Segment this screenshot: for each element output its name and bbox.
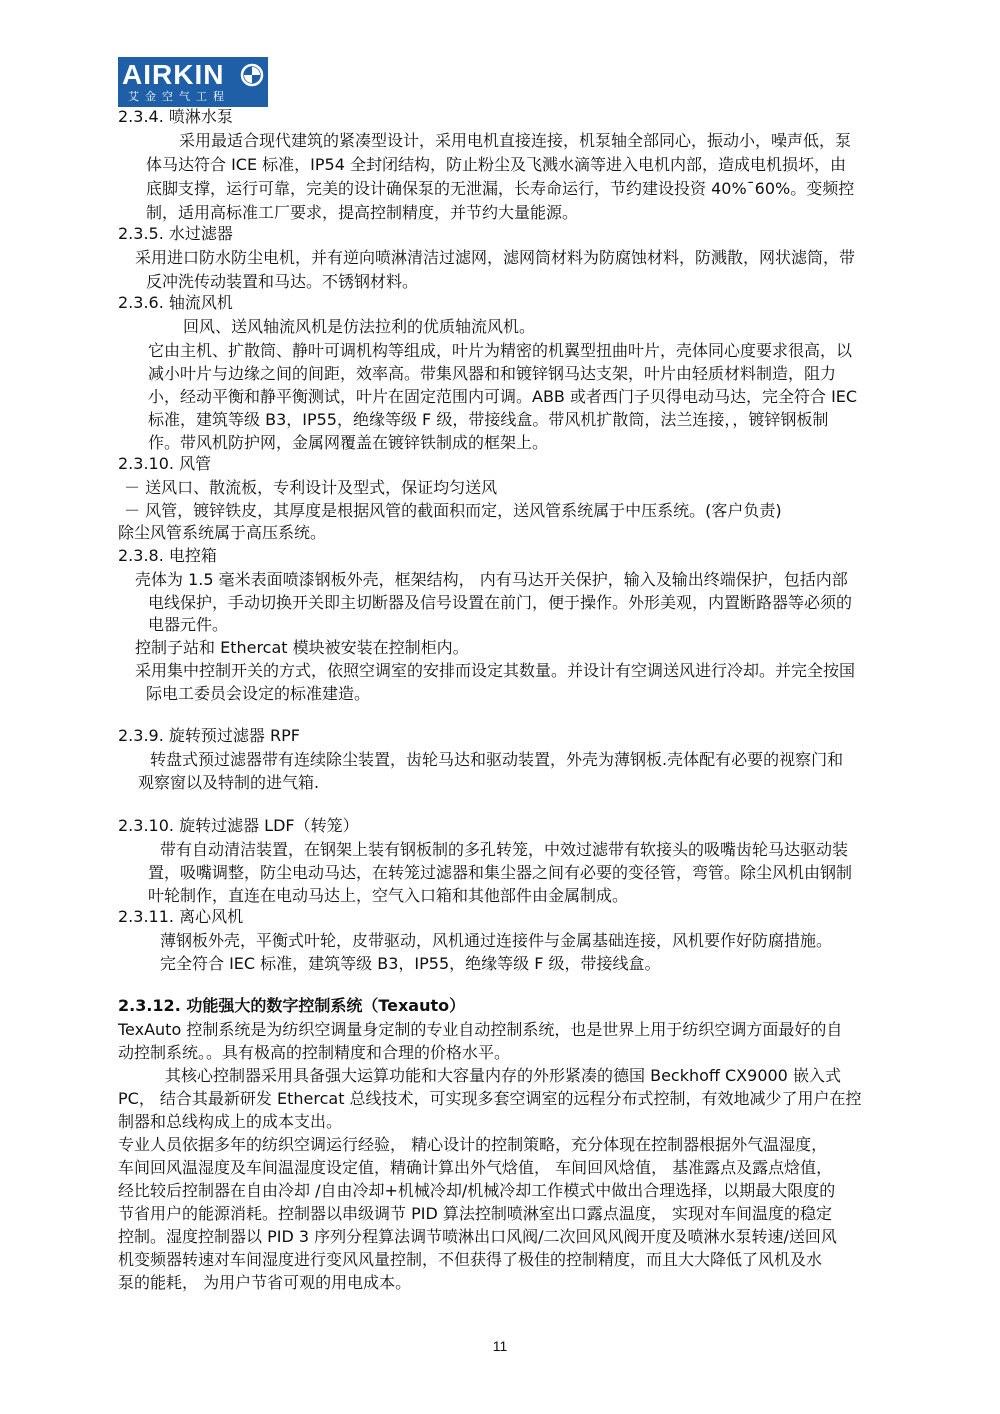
text-line: 标准，建筑等级 B3，IP55，绝缘等级 F 级，带接线盒。带风机扩散筒，法兰连接，，镀锌钢板制 <box>148 410 829 429</box>
text-line: 车间回风温湿度及车间温湿度设定值，精确计算出外气焓值， 车间回风焓值， 基准露点及露点焓值， <box>118 1158 833 1177</box>
text-line: 带有自动清洁装置，在钢架上装有钢板制的多孔转笼，中效过滤带有软接头的吸嘴齿轮马达驱动装 <box>160 840 849 859</box>
text-line: － 送风口、散流板，专利设计及型式，保证均匀送风 <box>124 478 498 497</box>
text-line: 电器元件。 <box>148 615 229 634</box>
text-line: 除尘风管系统属于高压系统。 <box>118 523 327 542</box>
company-logo <box>118 57 268 107</box>
section-heading: 2.3.8. 电控箱 <box>118 546 217 565</box>
text-line: 转盘式预过滤器带有连续除尘装置，齿轮马达和驱动装置，外壳为薄钢板.壳体配有必要的视察门和 <box>150 750 844 769</box>
text-line: 制器和总线构成上的成本支出。 <box>118 1112 343 1131</box>
text-line: 反冲洗传动装置和马达。不锈钢材料。 <box>146 272 419 291</box>
text-line: 采用最适合现代建筑的紧凑型设计，采用电机直接连接，机泵轴全部同心，振动小，噪声低，泵 <box>179 131 852 150</box>
text-line: 完全符合 IEC 标准，建筑等级 B3，IP55，绝缘等级 F 级，带接线盒。 <box>160 954 661 973</box>
text-line: 叶轮制作，直连在电动马达上，空气入口箱和其他部件由金属制成。 <box>148 886 629 905</box>
text-line: 壳体为 1.5 毫米表面喷漆钢板外壳，框架结构， 内有马达开关保护，输入及输出终端保护，包括内部 <box>135 570 848 589</box>
text-line: 采用集中控制开关的方式，依照空调室的安排而设定其数量。并设计有空调送风进行冷却。并完全按国 <box>135 661 856 680</box>
text-line: 电线保护，手动切换开关即主切断器及信号设置在前门，便于操作。外形美观，内置断路器等必须的 <box>148 593 853 612</box>
text-line: 观察窗以及特制的进气箱. <box>138 773 320 792</box>
section-heading: 2.3.10. 风管 <box>118 454 212 473</box>
section-heading: 2.3.11. 离心风机 <box>118 907 244 926</box>
page-number: 11 <box>492 1338 508 1354</box>
text-line: 经比较后控制器在自由冷却 /自由冷却+机械冷却/机械冷却工作模式中做出合理选择，以期最大限度的 <box>118 1181 836 1200</box>
text-line: 节省用户的能源消耗。控制器以串级调节 PID 算法控制喷淋室出口露点温度， 实现对车间温度的稳定 <box>118 1204 832 1223</box>
logo-subtitle: 艾金空气工程 <box>128 90 230 103</box>
text-line: 置，吸嘴调整，防尘电动马达，在转笼过滤器和集尘器之间有必要的变径管，弯管。除尘风机由钢制 <box>148 863 853 882</box>
text-line: 其核心控制器采用具备强大运算功能和大容量内存的外形紧凑的德国 Beckhoff CX9000 嵌入式 <box>165 1066 841 1085</box>
text-line: 专业人员依据多年的纺织空调运行经验， 精心设计的控制策略，充分体现在控制器根据外气温湿度， <box>118 1135 828 1154</box>
section-heading: 2.3.4. 喷淋水泵 <box>118 107 233 126</box>
text-line: 控制子站和 Ethercat 模块被安装在控制柜内。 <box>135 638 469 657</box>
text-line: 小，经动平衡和静平衡测试，叶片在固定范围内可调。ABB 或者西门子贝得电动马达，完全符合 IEC <box>148 387 858 406</box>
text-line: PC， 结合其最新研发 Ethercat 总线技术，可实现多套空调室的远程分布式控制，有效地减少了用户在控 <box>118 1089 862 1108</box>
text-line: 动控制系统。。具有极高的控制精度和合理的价格水平。 <box>118 1043 511 1062</box>
logo-brand-text: AIRKIN <box>122 59 225 90</box>
text-line: 回风、送风轴流风机是仿法拉利的优质轴流风机。 <box>183 317 536 336</box>
text-line: 机变频器转速对车间湿度进行变风风量控制，不但获得了极佳的控制精度，而且大大降低了风机及水 <box>118 1250 823 1269</box>
text-line: 底脚支撑，运行可靠，完美的设计确保泵的无泄漏，长寿命运行，节约建设投资 40%¯60%。变频控 <box>146 179 855 198</box>
text-line: － 风管，镀锌铁皮，其厚度是根据风管的截面积而定，送风管系统属于中压系统。(客户负责) <box>124 501 782 520</box>
section-heading: 2.3.5. 水过滤器 <box>118 224 233 243</box>
text-line: TexAuto 控制系统是为纺织空调量身定制的专业自动控制系统，也是世界上用于纺织空调方面最好的自 <box>118 1020 843 1039</box>
logo-swirl-icon <box>240 63 264 87</box>
text-line: 减小叶片与边缘之间的间距，效率高。带集风器和和镀锌钢马达支架，叶片由轻质材料制造，阻力 <box>148 364 837 383</box>
text-line: 泵的能耗， 为用户节省可观的用电成本。 <box>118 1273 412 1292</box>
text-line: 制，适用高标准工厂要求，提高控制精度，并节约大量能源。 <box>146 203 579 222</box>
section-heading: 2.3.9. 旋转预过滤器 RPF <box>118 726 300 745</box>
section-heading: 2.3.10. 旋转过滤器 LDF（转笼） <box>118 816 359 835</box>
text-line: 它由主机、扩散筒、静叶可调机构等组成，叶片为精密的机翼型扭曲叶片，壳体同心度要求很高，以 <box>148 341 853 360</box>
section-heading: 2.3.6. 轴流风机 <box>118 293 233 312</box>
text-line: 控制。湿度控制器以 PID 3 序列分程算法调节喷淋出口风阀/二次回风风阀开度及喷淋水泵转速/送回风 <box>118 1227 837 1246</box>
text-line: 体马达符合 ICE 标准，IP54 全封闭结构，防止粉尘及飞溅水滴等进入电机内部，造成电机损坏，由 <box>146 155 846 174</box>
section-heading: 2.3.12. 功能强大的数字控制系统（Texauto） <box>118 996 466 1015</box>
text-line: 际电工委员会设定的标准建造。 <box>146 684 371 703</box>
text-line: 作。带风机防护网，金属网覆盖在镀锌铁制成的框架上。 <box>148 433 549 452</box>
text-line: 薄钢板外壳，平衡式叶轮，皮带驱动，风机通过连接件与金属基础连接，风机要作好防腐措施。 <box>160 931 833 950</box>
text-line: 采用进口防水防尘电机，并有逆向喷淋清洁过滤网，滤网筒材料为防腐蚀材料，防溅散，网状滤筒，带 <box>135 248 856 267</box>
